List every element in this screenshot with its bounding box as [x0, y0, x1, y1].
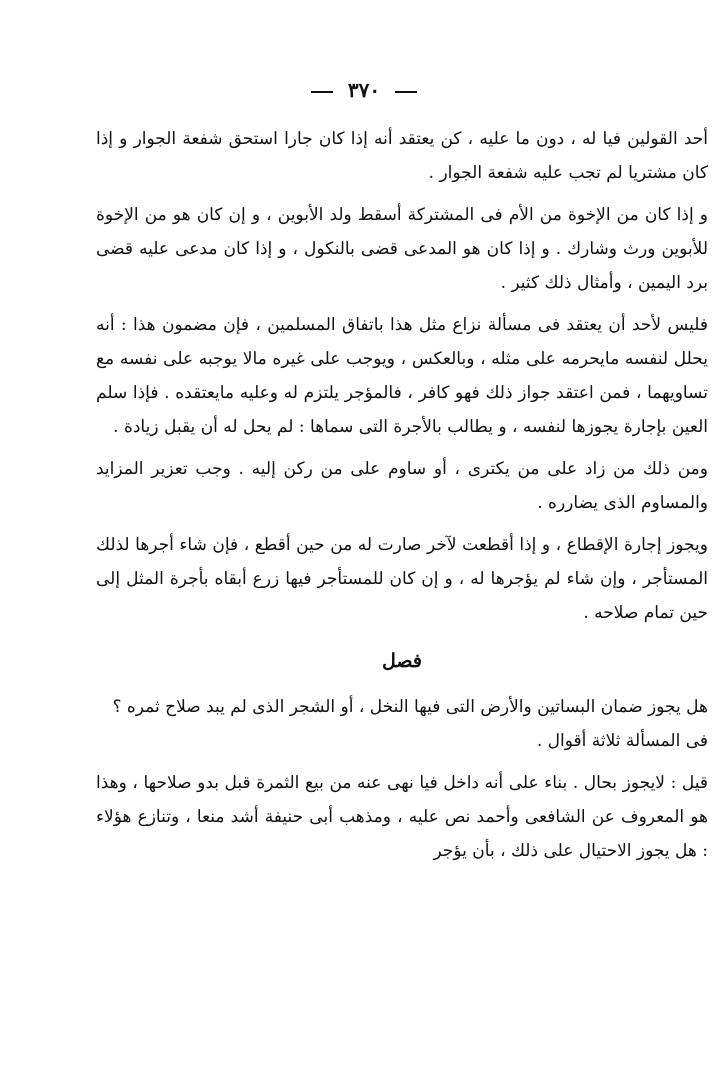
paragraph-al-muzayid: ومن ذلك من زاد على من يكترى ، أو ساوم على من ركن إليه . وجب تعزير المزايد والمساوم الذى يضارره .	[96, 459, 708, 513]
paragraph-shufa-al-jiwar: أحد القولين فيا له ، دون ما عليه ، كن يعتقد أنه إذا كان جارا استحق شفعة الجوار و إذا كان مشتريا لم تجب عليه شفعة الجوار .	[96, 129, 708, 183]
page-number-text: ٣٧٠	[347, 78, 381, 102]
paragraph-daman-al-basatin: هل يجوز ضمان البساتين والأرض التى فيها النخل ، أو الشجر الذى لم يبد صلاح ثمره ؟	[112, 697, 708, 717]
paragraph-al-musharraka: و إذا كان من الإخوة من الأم فى المشتركة أسقط ولد الأبوين ، و إن كان هو من الإخوة للأبوين ورث وشارك . و إذا كان هو المدعى قضى بالنكول ، و إذا كان مدعى عليه قضى برد اليمين ، وأمثال ذلك كثير .	[96, 205, 708, 293]
paragraph-gap	[96, 758, 708, 766]
page-number-dash-left	[311, 91, 333, 93]
page-number	[0, 78, 728, 102]
paragraph-ijarat-al-iqta: ويجوز إجارة الإقطاع ، و إذا أقطعت لآخر صارت له من حين أقطع ، فإن شاء أجرها لذلك المستأجر ، وإن شاء لم يؤجرها له ، و إن كان للمستأجر فيها زرع أبقاه بأجرة المثل إلى حين تمام صلاحه .	[96, 535, 708, 623]
paragraph-gap	[96, 444, 708, 452]
paragraph-la-yajuz: قيل : لايجوز بحال . بناء على أنه داخل فيا نهى عنه من بيع الثمرة قبل بدو صلاحها ، وهذا هو المعروف عن الشافعى وأحمد نص عليه ، ومذهب أبى حنيفة أشد منعا ، وتنازع هؤلاء : هل يجوز الاحتيال على ذلك ، بأن يؤجر	[96, 773, 708, 861]
paragraph-gap	[96, 190, 708, 198]
paragraph-gap	[96, 300, 708, 308]
paragraph-nizaa: فليس لأحد أن يعتقد فى مسألة نزاع مثل هذا باتفاق المسلمين ، فإن مضمون هذا : أنه يحلل لنفسه مايحرمه على مثله ، وبالعكس ، ويوجب على غيره مالا يوجبه على نفسه مع تساويهما ، فمن اعتقد جواز ذلك فهو كافر ، فالمؤجر يلتزم له وعليه مايعتقده . فإذا سلم العين بإجارة يجوزها لنفسه ، و يطالب بالأجرة التى سماها : لم يحل له أن يقبل زيادة .	[96, 315, 708, 437]
section-heading: فصل	[382, 650, 422, 672]
page-number-dash-right	[395, 91, 417, 93]
paragraph-thalatha-aqwal: فى المسألة ثلاثة أقوال .	[536, 731, 708, 751]
paragraph-gap	[96, 520, 708, 528]
body-text	[96, 122, 708, 868]
